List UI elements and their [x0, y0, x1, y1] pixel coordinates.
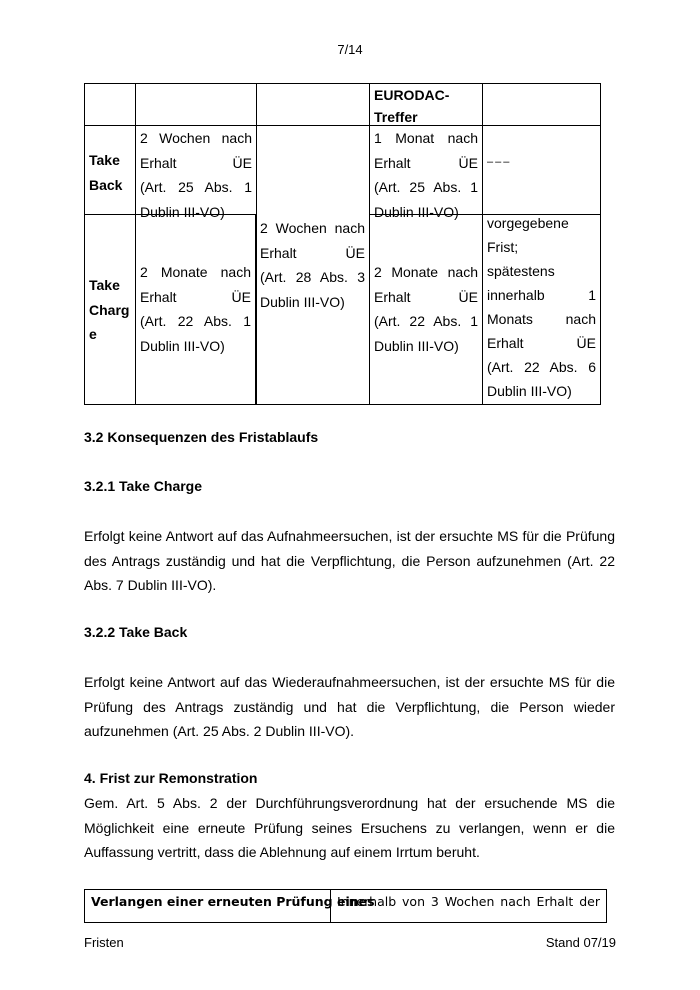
heading-3-2-1: 3.2.1 Take Charge [84, 478, 203, 494]
take-back-deadline-col3: 1 Monat nach Erhalt ÜE (Art. 25 Abs. 1 Dublin III-VO) [369, 126, 482, 215]
page-number: 7/14 [337, 42, 363, 57]
paragraph-remonstration: Gem. Art. 5 Abs. 2 der Durchführungsverordnung hat der ersuchende MS die Möglichkeit eine erneute Prüfung seines Ersuchens zu verlangen, wenn er die Auffassung vertritt, dass die Ablehnung auf einem Irrtum beruht. [84, 795, 615, 860]
paragraph-take-charge: Erfolgt keine Antwort auf das Aufnahmeersuchen, ist der ersuchte MS für die Prüfung des Antrags zuständig und hat die Verpflichtung, die Person aufzunehmen (Art. 22 Abs. 7 Dublin III-VO). [84, 528, 615, 593]
take-back-deadline-col1: 2 Wochen nach Erhalt ÜE (Art. 25 Abs. 1 Dublin III-VO) [135, 126, 256, 215]
table-header-cell-empty [135, 83, 256, 126]
table-header-cell-empty [84, 83, 135, 126]
table-header-cell-empty [256, 83, 369, 126]
footer-date: Stand 07/19 [545, 935, 616, 950]
remonstration-table [84, 889, 607, 923]
footer-title: Fristen [84, 935, 124, 950]
take-charge-deadline-col4: vorgegebene Frist; spätestens innerhalb 1 Monats nach Erhalt ÜE (Art. 22 Abs. 6 Dublin III-VO) [482, 215, 601, 405]
shared-deadline-text: 2 Wochen nach Erhalt ÜE (Art. 28 Abs. 3 Dublin III-VO) [260, 220, 365, 310]
heading-4: 4. Frist zur Remonstration [84, 770, 258, 786]
take-back-deadline-col4: ––– [482, 126, 601, 215]
heading-3-2: 3.2 Konsequenzen des Fristablaufs [84, 429, 319, 445]
paragraph-take-back: Erfolgt keine Antwort auf das Wiederaufnahmeersuchen, ist der ersuchte MS für die Prüfung des Antrags zuständig und hat die Verpflichtung, die Person wieder aufzunehmen (Art. 25 Abs. 2 Dublin III-VO). [84, 674, 615, 739]
table-header-eurodac: EURODAC- Treffer [369, 83, 482, 126]
row-label-take-back: Take Back [84, 126, 135, 215]
remonstration-table-deadline: Innerhalb von 3 Wochen nach Erhalt der [337, 894, 600, 909]
heading-3-2-2: 3.2.2 Take Back [84, 624, 188, 640]
take-charge-deadline-col3: 2 Monate nach Erhalt ÜE (Art. 22 Abs. 1 Dublin III-VO) [369, 215, 482, 405]
take-charge-deadline-col1: 2 Monate nach Erhalt ÜE (Art. 22 Abs. 1 Dublin III-VO) [135, 215, 256, 405]
remonstration-table-label: Verlangen einer erneuten Prüfung eines [85, 890, 331, 922]
table-header-cell-empty [482, 83, 601, 126]
row-label-take-charge: Take Charg e [84, 215, 135, 405]
